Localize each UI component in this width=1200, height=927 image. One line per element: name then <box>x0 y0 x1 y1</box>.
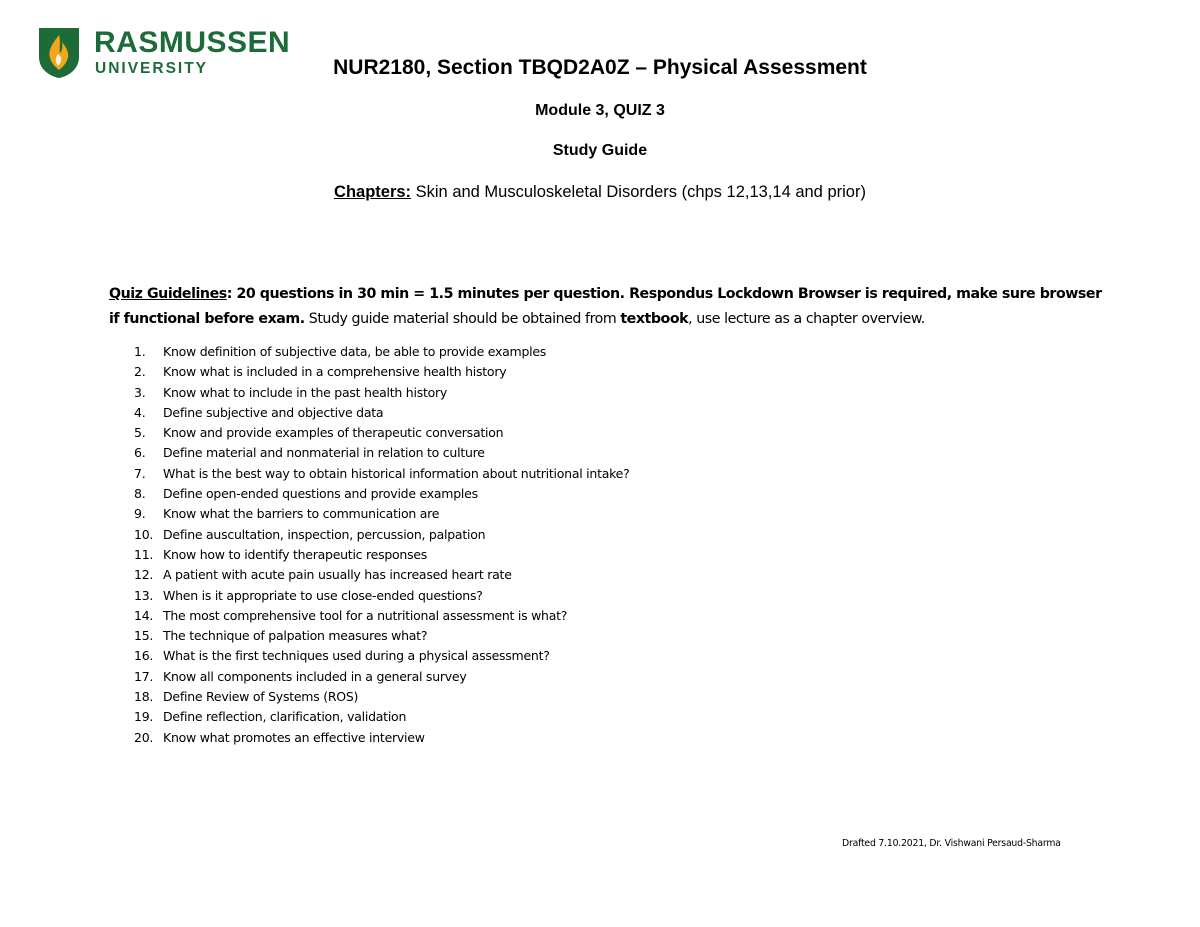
list-item: 18. Define Review of Systems (ROS) <box>134 689 359 705</box>
list-item: 12. A patient with acute pain usually has increased heart rate <box>134 567 512 583</box>
list-item: 13. When is it appropriate to use close-ended questions? <box>134 587 483 603</box>
list-item: 3. Know what to include in the past health history <box>134 384 448 400</box>
list-item: 17. Know all components included in a general survey <box>134 668 467 684</box>
list-item: 9. Know what the barriers to communication are <box>134 506 440 522</box>
list-item: 7. What is the best way to obtain historical information about nutritional intake? <box>134 465 630 481</box>
list-item: 6. Define material and nonmaterial in relation to culture <box>134 445 485 461</box>
list-item: 14. The most comprehensive tool for a nutritional assessment is what? <box>134 607 568 623</box>
list-item: 16. What is the first techniques used during a physical assessment? <box>134 648 550 664</box>
module-heading: Module 3, QUIZ 3 <box>535 102 665 119</box>
document-title: NUR2180, Section TBQD2A0Z – Physical Assessment <box>333 56 867 79</box>
list-item: 19. Define reflection, clarification, validation <box>134 709 407 725</box>
logo-subtitle: UNIVERSITY <box>95 60 209 77</box>
list-item: 10. Define auscultation, inspection, percussion, palpation <box>134 526 486 542</box>
list-item: 5. Know and provide examples of therapeutic conversation <box>134 425 504 441</box>
question-list <box>134 342 630 748</box>
chapters-line <box>0 184 1200 201</box>
list-item: 4. Define subjective and objective data <box>134 404 384 420</box>
list-item: 2. Know what is included in a comprehensive health history <box>134 364 507 380</box>
study-guide-heading: Study Guide <box>552 142 648 159</box>
footer-note: Drafted 7.10.2021, Dr. Vishwani Persaud-Sharma <box>842 838 1061 849</box>
list-item: 8. Define open-ended questions and provide examples <box>134 486 478 502</box>
list-item: 1. Know definition of subjective data, be able to provide examples <box>134 344 547 359</box>
list-item: 20. Know what promotes an effective interview <box>134 729 425 745</box>
chapters-label: Chapters: <box>334 183 412 201</box>
guidelines-text-normal-2: , use lecture as a chapter overview. <box>688 311 925 327</box>
list-item: 15. The technique of palpation measures what? <box>134 628 428 644</box>
guidelines-label: Quiz Guidelines <box>109 286 227 302</box>
list-item: 11. Know how to identify therapeutic responses <box>134 546 428 562</box>
guidelines-text-normal-1: Study guide material should be obtained from <box>304 311 621 327</box>
quiz-guidelines <box>109 282 1109 332</box>
logo-name: RASMUSSEN <box>94 26 291 59</box>
chapters-text: Skin and Musculoskeletal Disorders (chps 12,13,14 and prior) <box>411 183 866 201</box>
guidelines-textbook: textbook <box>620 311 689 327</box>
guidelines-text: : 20 questions in 30 min = 1.5 minutes per question. Respondus Lockdown Browser is required, make sure browser if functional before exam. <box>109 286 1102 327</box>
